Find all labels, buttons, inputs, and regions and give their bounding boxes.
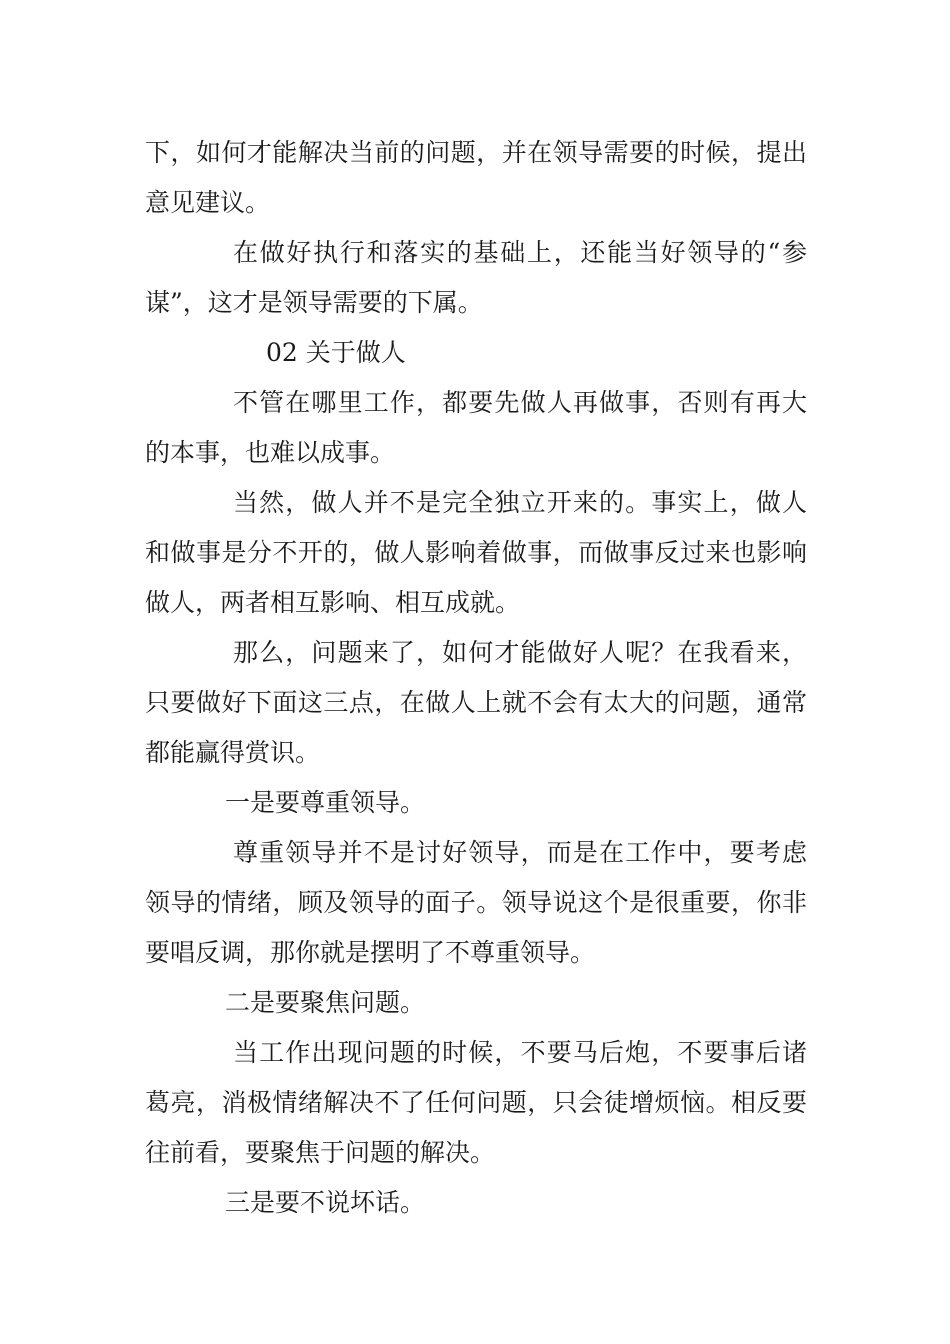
paragraph-point-one: 尊重领导并不是讨好领导，而是在工作中，要考虑领导的情绪，顾及领导的面子。领导说这个是很重要，你非要唱反调，那你就是摆明了不尊重领导。 [145, 838, 807, 967]
paragraph-mutual-influence: 当然，做人并不是完全独立开来的。事实上，做人和做事是分不开的，做人影响着做事，而做事反过来也影响做人，两者相互影响、相互成就。 [145, 488, 807, 617]
document-body [145, 128, 807, 1228]
paragraph-person-first: 不管在哪里工作，都要先做人再做事，否则有再大的本事，也难以成事。 [145, 388, 807, 467]
section-heading-02: 02 关于做人 [266, 338, 406, 367]
paragraph-staff-advisor: 在做好执行和落实的基础上，还能当好领导的“参谋”，这才是领导需要的下属。 [145, 238, 807, 317]
paragraph-continuation: 下，如何才能解决当前的问题，并在领导需要的时候，提出意见建议。 [145, 138, 807, 217]
paragraph-point-two: 当工作出现问题的时候，不要马后炮，不要事后诸葛亮，消极情绪解决不了任何问题，只会徒增烦恼。相反要往前看，要聚焦于问题的解决。 [145, 1038, 807, 1167]
point-one-heading: 一是要尊重领导。 [225, 788, 426, 817]
paragraph-three-points: 那么，问题来了，如何才能做好人呢？在我看来，只要做好下面这三点，在做人上就不会有太大的问题，通常都能赢得赏识。 [145, 638, 807, 767]
point-three-heading: 三是要不说坏话。 [225, 1188, 426, 1217]
point-two-heading: 二是要聚焦问题。 [225, 988, 426, 1017]
